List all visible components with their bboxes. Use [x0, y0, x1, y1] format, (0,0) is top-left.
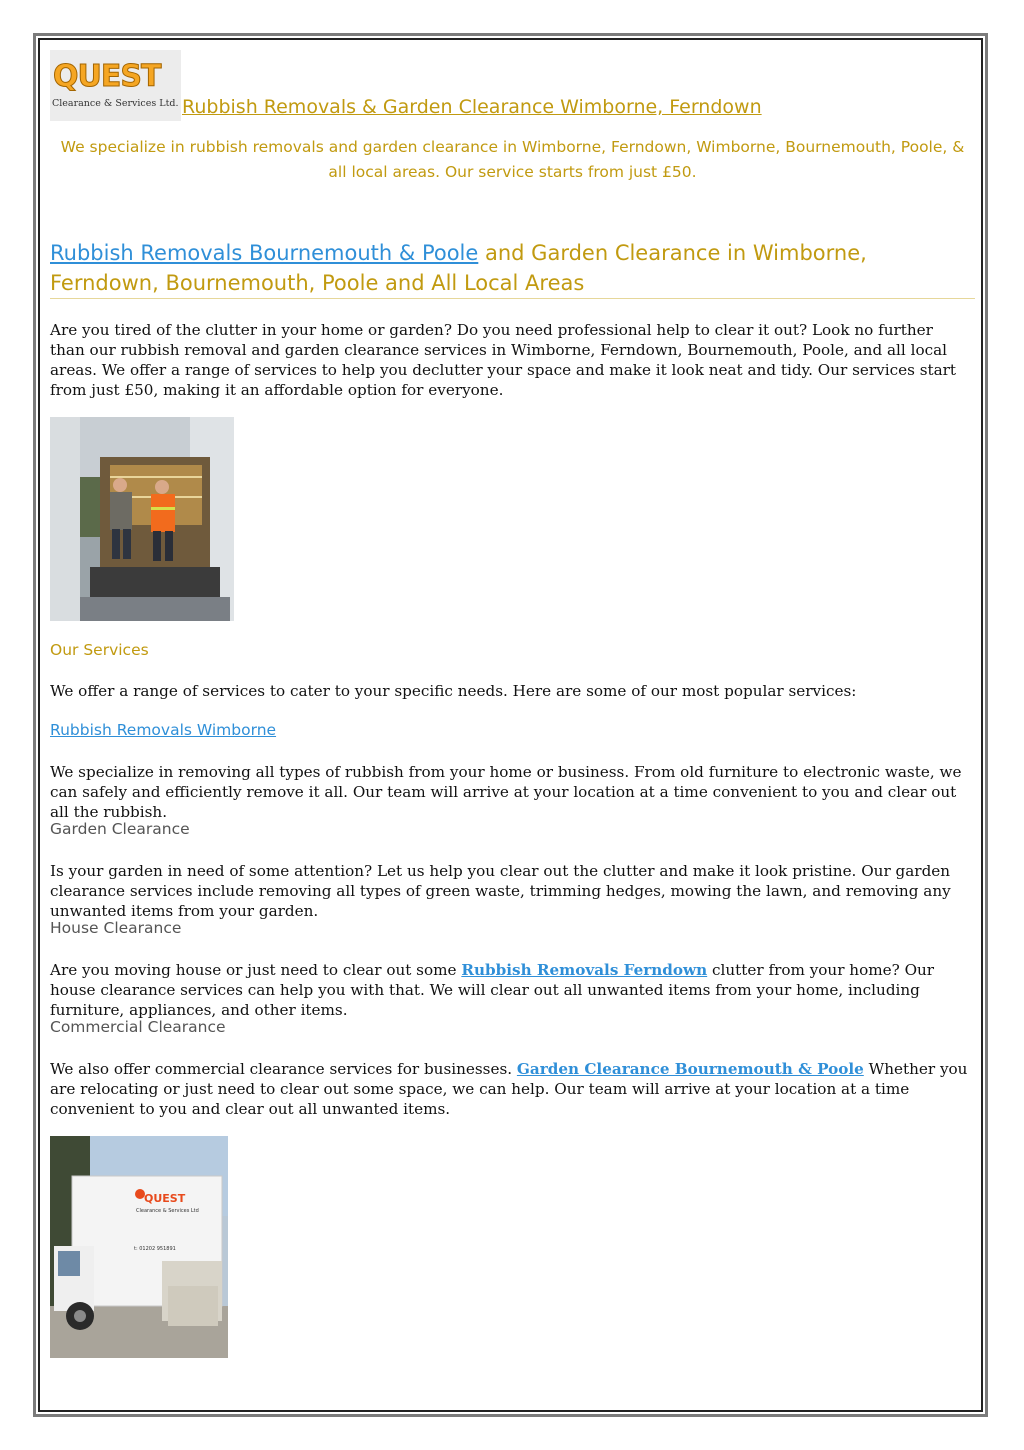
rubbish-removals-wimborne-link[interactable]: Rubbish Removals Wimborne [50, 721, 277, 739]
house-text-before: Are you moving house or just need to clear out some [50, 961, 462, 979]
commercial-text-before: We also offer commercial clearance services for businesses. [50, 1060, 517, 1078]
section-heading-rest: and Garden Clearance in Wimborne, Ferndown, Bournemouth, Poole and All Local Areas [50, 241, 867, 295]
commercial-text-after: Whether you are relocating or just need to clear out some space, we can help. Our team will arrive at your location at a time convenient to you and clear out all unwanted items. [50, 1060, 968, 1118]
commercial-clearance-heading: Commercial Clearance [50, 1018, 226, 1036]
house-clearance-text [50, 960, 970, 1020]
garden-clearance-text: Is your garden in need of some attention? Let us help you clear out the clutter and make it look pristine. Our garden clearance services include removing all types of green waste, trimming hedges, mowing the lawn, and removing any unwanted items from your garden. [50, 862, 951, 920]
rubbish-removals-text: We specialize in removing all types of rubbish from your home or business. From old furniture to electronic waste, we can safely and efficiently remove it all. Our team will arrive at your location at a time convenient to you and clear out all the rubbish. [50, 763, 962, 821]
van-sign-phone: t: 01202 951891 [134, 1246, 176, 1252]
document-title-text: Rubbish Removals & Garden Clearance Wimborne, Ferndown [182, 96, 762, 118]
commercial-clearance-text [50, 1059, 970, 1119]
heading-divider [50, 298, 975, 299]
house-clearance-heading: House Clearance [50, 919, 182, 937]
section-heading-link[interactable]: Rubbish Removals Bournemouth & Poole [50, 241, 479, 265]
document-title[interactable] [182, 96, 762, 118]
workers-van-illustration [50, 417, 234, 621]
intro-tagline: We specialize in rubbish removals and garden clearance in Wimborne, Ferndown, Wimborne, Bournemouth, Poole, & all local areas. Our service starts from just £50. [60, 138, 965, 181]
house-text-after: clutter from your home? Our house clearance services can help you with that. We will clear out all unwanted items from your home, including furniture, appliances, and other items. [50, 961, 935, 1019]
services-lead: We offer a range of services to cater to your specific needs. Here are some of our most popular services: [50, 682, 857, 700]
services-heading: Our Services [50, 641, 149, 659]
garden-clearance-heading: Garden Clearance [50, 820, 190, 838]
workers-van-photo [50, 417, 234, 621]
section-heading [50, 238, 950, 298]
van-sign-brand: QUEST [144, 1192, 186, 1205]
company-logo [50, 50, 181, 121]
intro-paragraph: Are you tired of the clutter in your home or garden? Do you need professional help to clear it out? Look no further than our rubbish removal and garden clearance services in Wimborne, Ferndown, Bournemouth, Poole, and all local areas. We offer a range of services to help you declutter your space and make it look neat and tidy. Our services start from just £50, making it an affordable option for everyone. [50, 321, 957, 399]
company-van-photo [50, 1136, 228, 1358]
rubbish-removals-ferndown-link[interactable]: Rubbish Removals Ferndown [461, 961, 708, 979]
logo-subtitle: Clearance & Services Ltd. [52, 98, 179, 109]
logo-wordmark: QUEST [53, 59, 161, 94]
van-sign-sub: Clearance & Services Ltd [136, 1208, 199, 1214]
garden-clearance-bournemouth-link[interactable]: Garden Clearance Bournemouth & Poole [516, 1060, 864, 1078]
